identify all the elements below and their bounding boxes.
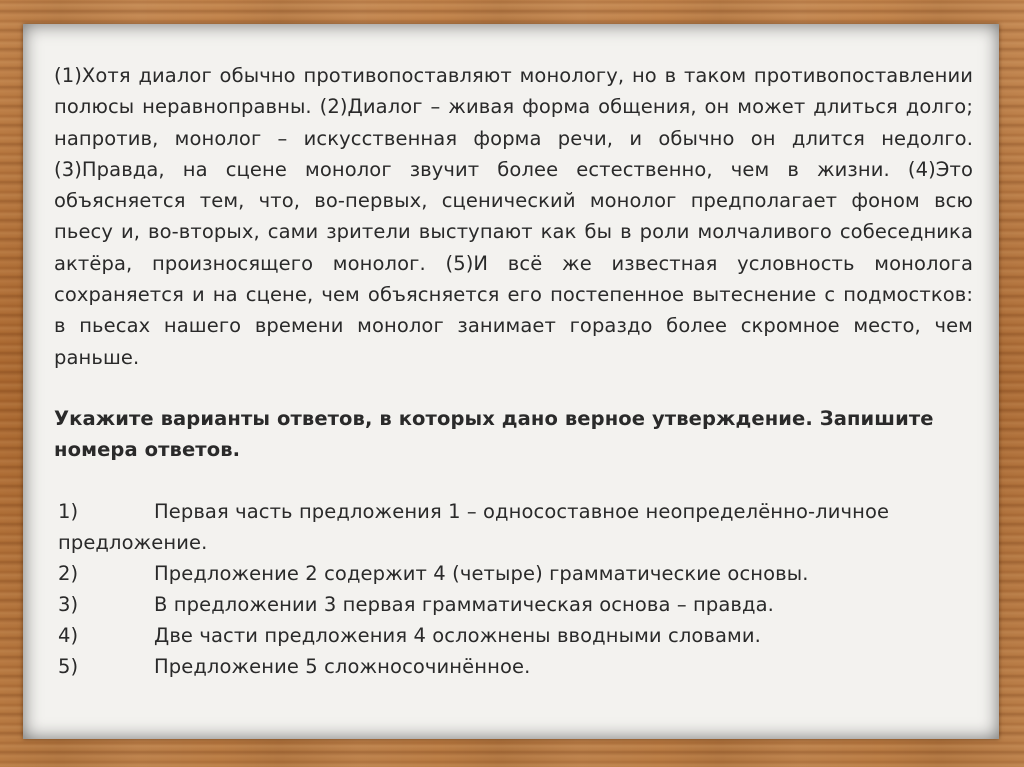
slide-content <box>54 60 973 682</box>
option-text: Две части предложения 4 осложнены вводными словами. <box>154 623 761 647</box>
answer-options <box>54 496 973 682</box>
option-number: 1) <box>58 499 79 523</box>
answer-option-5 <box>54 651 973 682</box>
answer-option-3 <box>54 589 973 620</box>
passage-text: (1)Хотя диалог обычно противопоставляют монологу, но в таком противопоставлении полюсы неравноправны. (2)Диалог – живая форма общения, он может длиться долго; напротив, монолог – искусственная форма речи, и обычно он длится недолго. (3)Правда, на сцене монолог звучит более естественно, чем в жизни. (4)Это объясняется тем, что, во-первых, сценический монолог предполагает фоном всю пьесу и, во-вторых, сами зрители выступают как бы в роли молчаливого собеседника актёра, произносящего монолог. (5)И всё же известная условность монолога сохраняется и на сцене, чем объясняется его постепенное вытеснение с подмостков: в пьесах нашего времени монолог занимает гораздо более скромное место, чем раньше. <box>54 64 973 369</box>
option-text: В предложении 3 первая грамматическая основа – правда. <box>154 592 774 616</box>
slide-sheet <box>23 24 999 739</box>
option-number: 4) <box>58 623 79 647</box>
option-number: 5) <box>58 654 79 678</box>
option-text: Предложение 2 содержит 4 (четыре) грамматические основы. <box>154 561 809 585</box>
option-text: Первая часть предложения 1 – односоставное неопределённо-личное предложение. <box>58 499 890 554</box>
answer-option-4 <box>54 620 973 651</box>
option-number: 3) <box>58 592 79 616</box>
task-instruction: Укажите варианты ответов, в которых дано верное утверждение. Запишите номера ответов. <box>54 406 934 461</box>
answer-option-1 <box>54 496 973 558</box>
option-number: 2) <box>58 561 79 585</box>
option-text: Предложение 5 сложносочинённое. <box>154 654 531 678</box>
answer-option-2 <box>54 558 973 589</box>
